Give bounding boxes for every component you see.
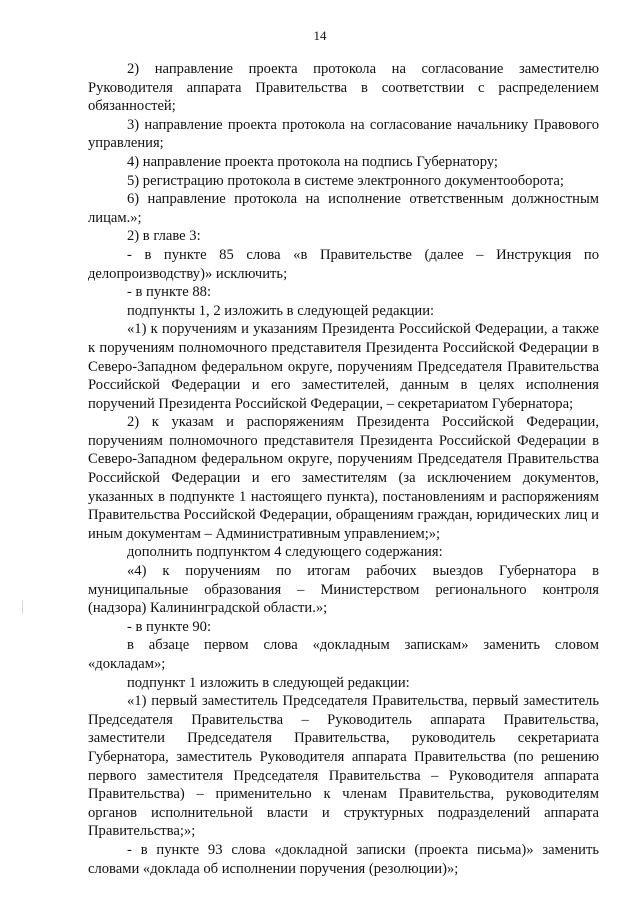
paragraph: в абзаце первом слова «докладным запискам» заменить словом «докладам»; — [88, 637, 599, 672]
paragraph: - в пункте 88: — [127, 284, 212, 301]
paragraph: «4) к поручениям по итогам рабочих выездов Губернатора в муниципальные образования – Министерством регионального контроля (надзора) Калининградской области.»; — [88, 563, 599, 617]
paragraph: 2) к указам и распоряжениям Президента Российской Федерации, поручениям полномочного представителя Президента Российской Федерации в Северо-Западном федеральном округе, поручениям Председателя Правительства Российской Федерации и его заместителям (за исключением документов, указанных в подпункте 1 настоящего пункта), постановлениям и распоряжениям Правительства Российской Федерации, обращениям граждан, юридических лиц и иным документам – Административным управлением;»; — [88, 414, 599, 542]
page-number: 14 — [313, 28, 327, 43]
paragraph: подпункты 1, 2 изложить в следующей редакции: — [127, 302, 435, 319]
paragraph: 3) направление проекта протокола на согласование начальнику Правового управления; — [88, 116, 599, 152]
scan-edge-mark — [22, 600, 23, 614]
paragraph: 2) в главе 3: — [127, 228, 201, 245]
paragraph: подпункт 1 изложить в следующей редакции: — [127, 674, 410, 691]
paragraph: - в пункте 93 слова «докладной записки (проекта письма)» заменить словами «доклада об исполнении поручения (резолюции)»; — [88, 841, 599, 877]
paragraph: дополнить подпунктом 4 следующего содержания: — [127, 544, 443, 561]
paragraph: 2) направление проекта протокола на согласование заместителю Руководителя аппарата Правительства в соответствии с распределением обязанностей; — [88, 61, 599, 115]
paragraph: - в пункте 85 слова «в Правительстве (далее – Инструкция по делопроизводству)» исключить; — [88, 246, 599, 282]
paragraph: 5) регистрацию протокола в системе электронного документооборота; — [127, 172, 564, 189]
paragraph: «1) первый заместитель Председателя Правительства, первый заместитель Председателя Правительства – Руководитель аппарата Правительства, заместители Председателя Правительства, руководитель секретариата Губернатора, заместитель Руководителя аппарата Правительства (по решению первого заместителя Председателя Правительства – Руководителя аппарата Правительства) – применительно к членам Правительства, руководителям органов исполнительной власти и структурных подразделений аппарата Правительства;»; — [88, 693, 599, 840]
paragraph: 6) направление протокола на исполнение ответственным должностным лицам.»; — [88, 191, 599, 226]
paragraph: 4) направление проекта протокола на подпись Губернатору; — [127, 153, 498, 170]
paragraph: «1) к поручениям и указаниям Президента Российской Федерации, а также к поручениям полномочного представителя Президента Российской Федерации в Северо-Западном федеральном округе, поручениям Председателя Правительства Российской Федерации и его заместителей, данным в целях исполнения поручений Президента Российской Федерации, – секретариатом Губернатора; — [88, 321, 599, 412]
paragraph: - в пункте 90: — [127, 618, 212, 635]
document-body — [88, 60, 599, 878]
